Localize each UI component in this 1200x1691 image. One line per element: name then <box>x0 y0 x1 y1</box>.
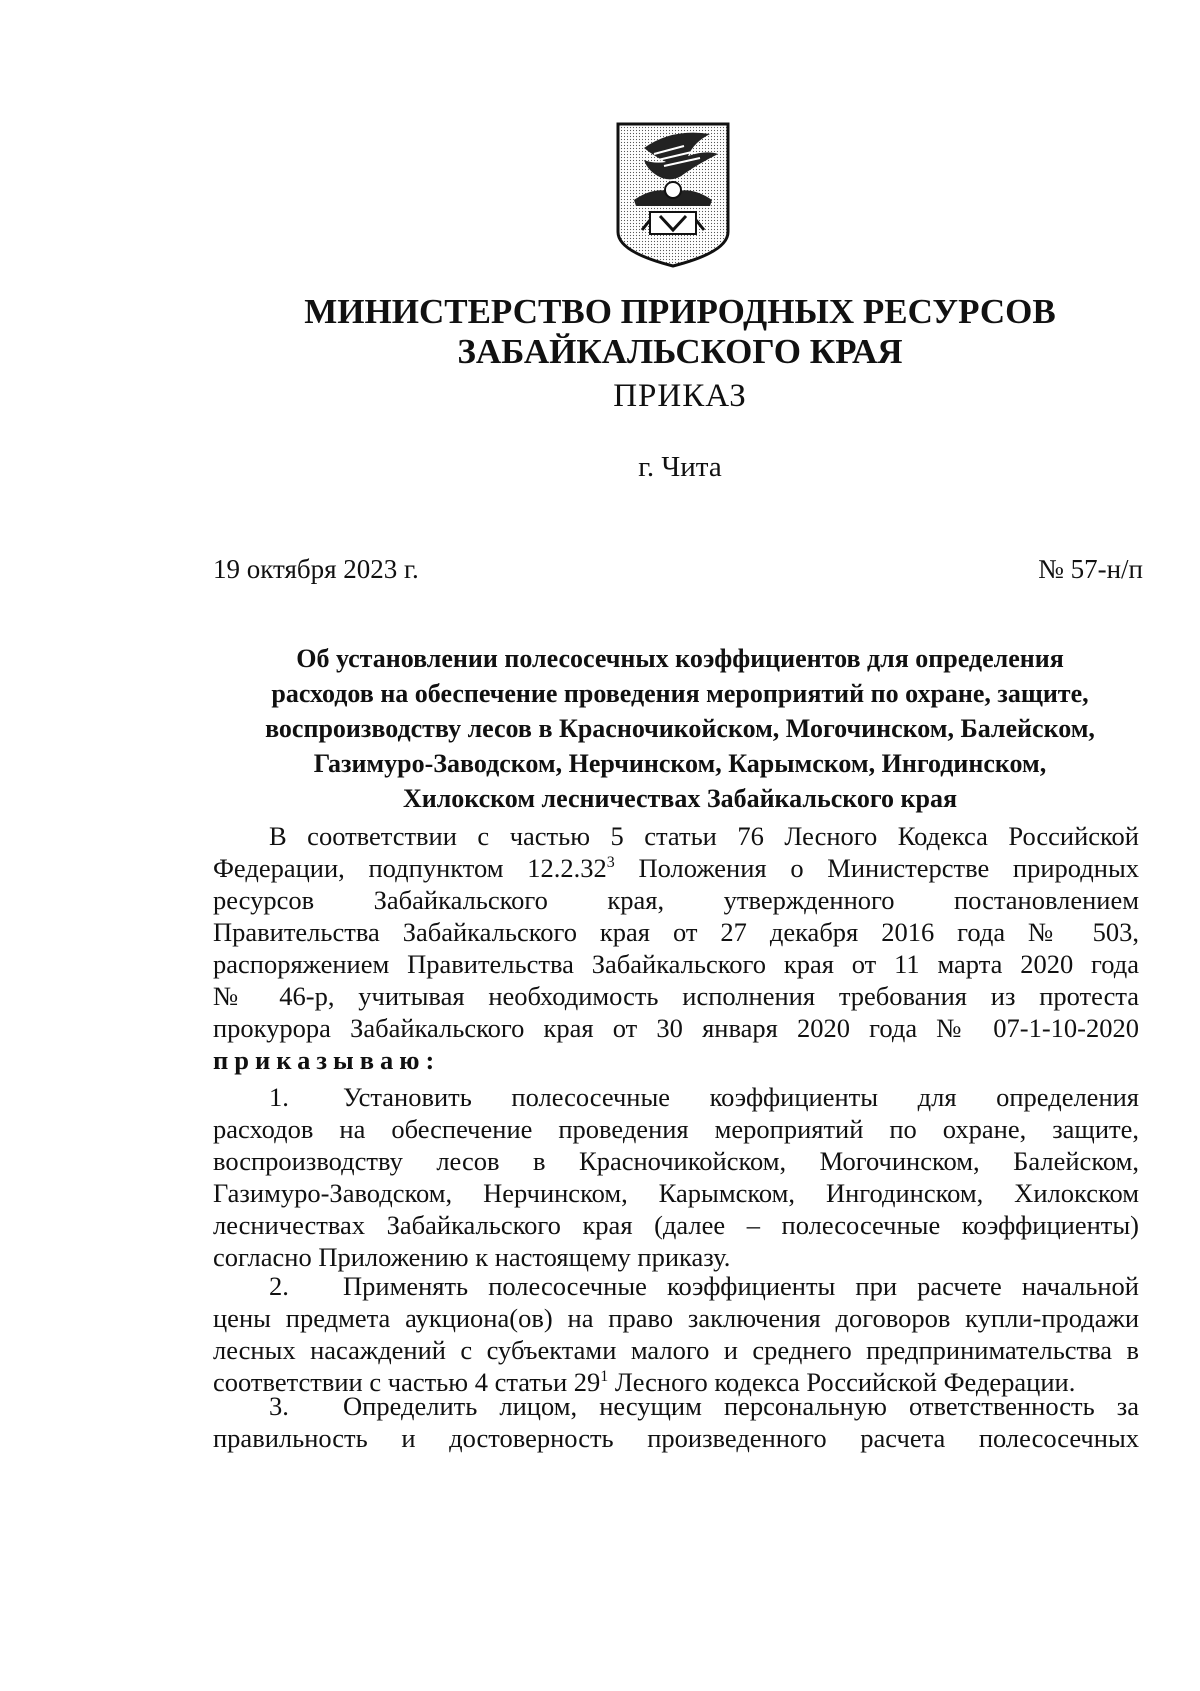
text-run: Установить полесосечные коэффициенты для определения <box>343 1082 1139 1112</box>
paragraph-line <box>213 1390 1139 1422</box>
preamble-paragraph <box>213 820 1139 1076</box>
ministry-name-line-1: МИНИСТЕРСТВО ПРИРОДНЫХ РЕСУРСОВ <box>304 292 1056 331</box>
paragraph-line: Газимуро-Заводском, Нерчинском, Карымском, Ингодинском, Хилокском <box>213 1178 1139 1208</box>
city: г. Чита <box>638 451 722 483</box>
paragraph-line: № 46-р, учитывая необходимость исполнения требования из протеста <box>213 981 1139 1011</box>
ministry-name <box>150 292 1200 372</box>
paragraph-line: распоряжением Правительства Забайкальского края от 11 марта 2020 года <box>213 949 1139 979</box>
paragraph-line: Правительства Забайкальского края от 27 декабря 2016 года № 503, <box>213 917 1139 947</box>
text-run: соответствии с частью 4 статьи 29 <box>213 1367 601 1397</box>
paragraph-line: согласно Приложению к настоящему приказу. <box>213 1242 731 1272</box>
superscript: 3 <box>606 854 615 872</box>
text-run: Федерации, подпунктом 12.2.32 <box>213 853 607 883</box>
paragraph-line: ресурсов Забайкальского края, утвержденного постановлением <box>213 885 1139 915</box>
document-number: № 57-н/п <box>1038 554 1143 584</box>
item-marker: 2. <box>269 1271 289 1301</box>
text-run: Лесного кодекса Российской Федерации. <box>608 1367 1076 1397</box>
text-run: Применять полесосечные коэффициенты при расчете начальной <box>343 1271 1139 1301</box>
paragraph-line: В соответствии с частью 5 статьи 76 Лесного Кодекса Российской <box>269 821 1139 851</box>
paragraph-line: правильность и достоверность произведенного расчета полесосечных <box>213 1423 1139 1453</box>
paragraph-line: воспроизводству лесов в Красночикойском, Могочинском, Балейском, <box>213 1146 1139 1176</box>
order-word: приказываю: <box>213 1045 441 1075</box>
item-1 <box>213 1081 1139 1273</box>
paragraph-line: цены предмета аукциона(ов) на право заключения договоров купли-продажи <box>213 1303 1139 1333</box>
paragraph-line <box>213 1081 1139 1113</box>
title-line: воспроизводству лесов в Красночикойском, Могочинском, Балейском, <box>265 714 1095 743</box>
text-run: Положения о Министерстве природных <box>614 853 1139 883</box>
paragraph-line <box>213 1270 1139 1302</box>
paragraph-line: лесных насаждений с субъектами малого и среднего предпринимательства в <box>213 1335 1139 1365</box>
title-line: Хилокском лесничествах Забайкальского края <box>402 784 958 813</box>
document-date: 19 октября 2023 г. <box>213 554 419 584</box>
title-line: Об установлении полесосечных коэффициентов для определения <box>296 644 1064 673</box>
paragraph-line <box>213 852 1139 884</box>
title-line: Газимуро-Заводском, Нерчинском, Карымском, Ингодинском, <box>313 749 1047 778</box>
title-line: расходов на обеспечение проведения мероприятий по охране, защите, <box>271 679 1089 708</box>
paragraph-line: прокурора Забайкальского края от 30 января 2020 года № 07-1-10-2020 <box>213 1013 1139 1043</box>
text-run: Определить лицом, несущим персональную ответственность за <box>343 1391 1139 1421</box>
item-2 <box>213 1270 1139 1398</box>
item-marker: 3. <box>269 1391 289 1421</box>
item-marker: 1. <box>269 1082 289 1112</box>
paragraph-line: лесничествах Забайкальского края (далее – полесосечные коэффициенты) <box>213 1210 1139 1240</box>
ministry-name-line-2: ЗАБАЙКАЛЬСКОГО КРАЯ <box>457 332 903 371</box>
superscript: 1 <box>600 1368 609 1386</box>
document-title <box>200 641 1160 816</box>
paragraph-line: расходов на обеспечение проведения мероприятий по охране, защите, <box>213 1114 1139 1144</box>
document-type: ПРИКАЗ <box>613 378 747 414</box>
coat-of-arms-emblem <box>614 120 732 270</box>
item-3 <box>213 1390 1139 1454</box>
